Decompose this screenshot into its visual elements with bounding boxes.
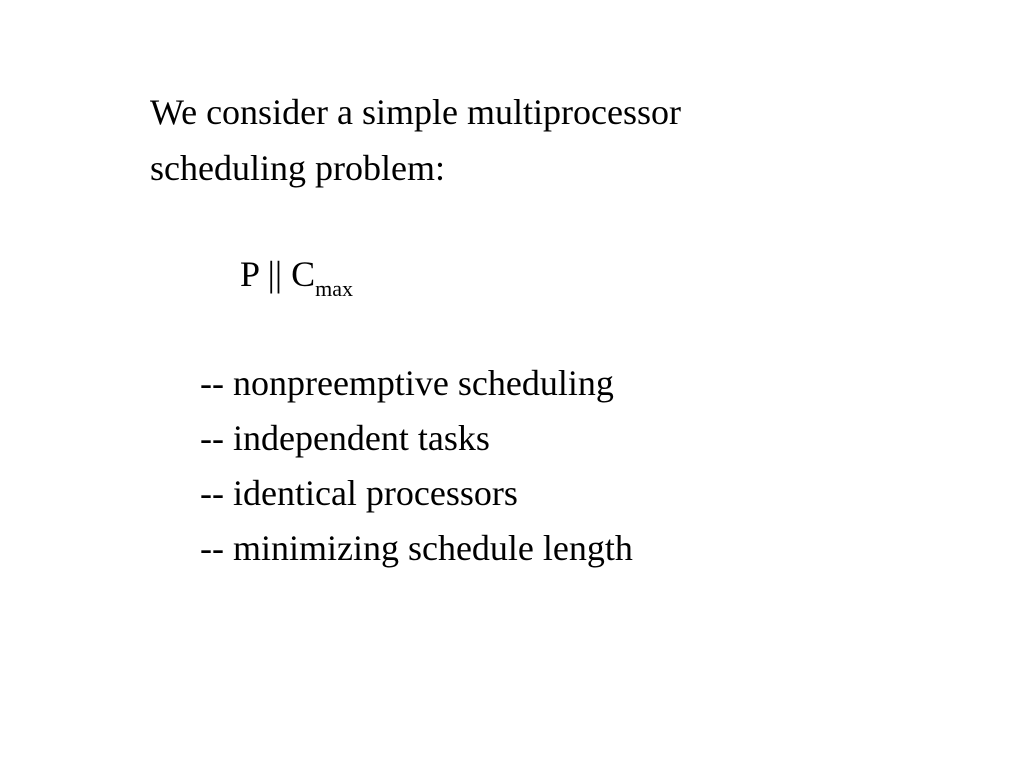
list-item: -- identical processors xyxy=(200,473,518,513)
property-list xyxy=(200,356,633,576)
list-item: -- minimizing schedule length xyxy=(200,528,633,568)
notation-main: P || C xyxy=(240,254,316,294)
intro-line-1: We consider a simple multiprocessor xyxy=(150,92,681,132)
intro-line-2: scheduling problem: xyxy=(150,148,445,188)
scheduling-notation xyxy=(240,246,353,307)
intro-text xyxy=(150,84,681,196)
list-item: -- independent tasks xyxy=(200,418,490,458)
notation-subscript: max xyxy=(315,276,354,301)
list-item: -- nonpreemptive scheduling xyxy=(200,363,614,403)
